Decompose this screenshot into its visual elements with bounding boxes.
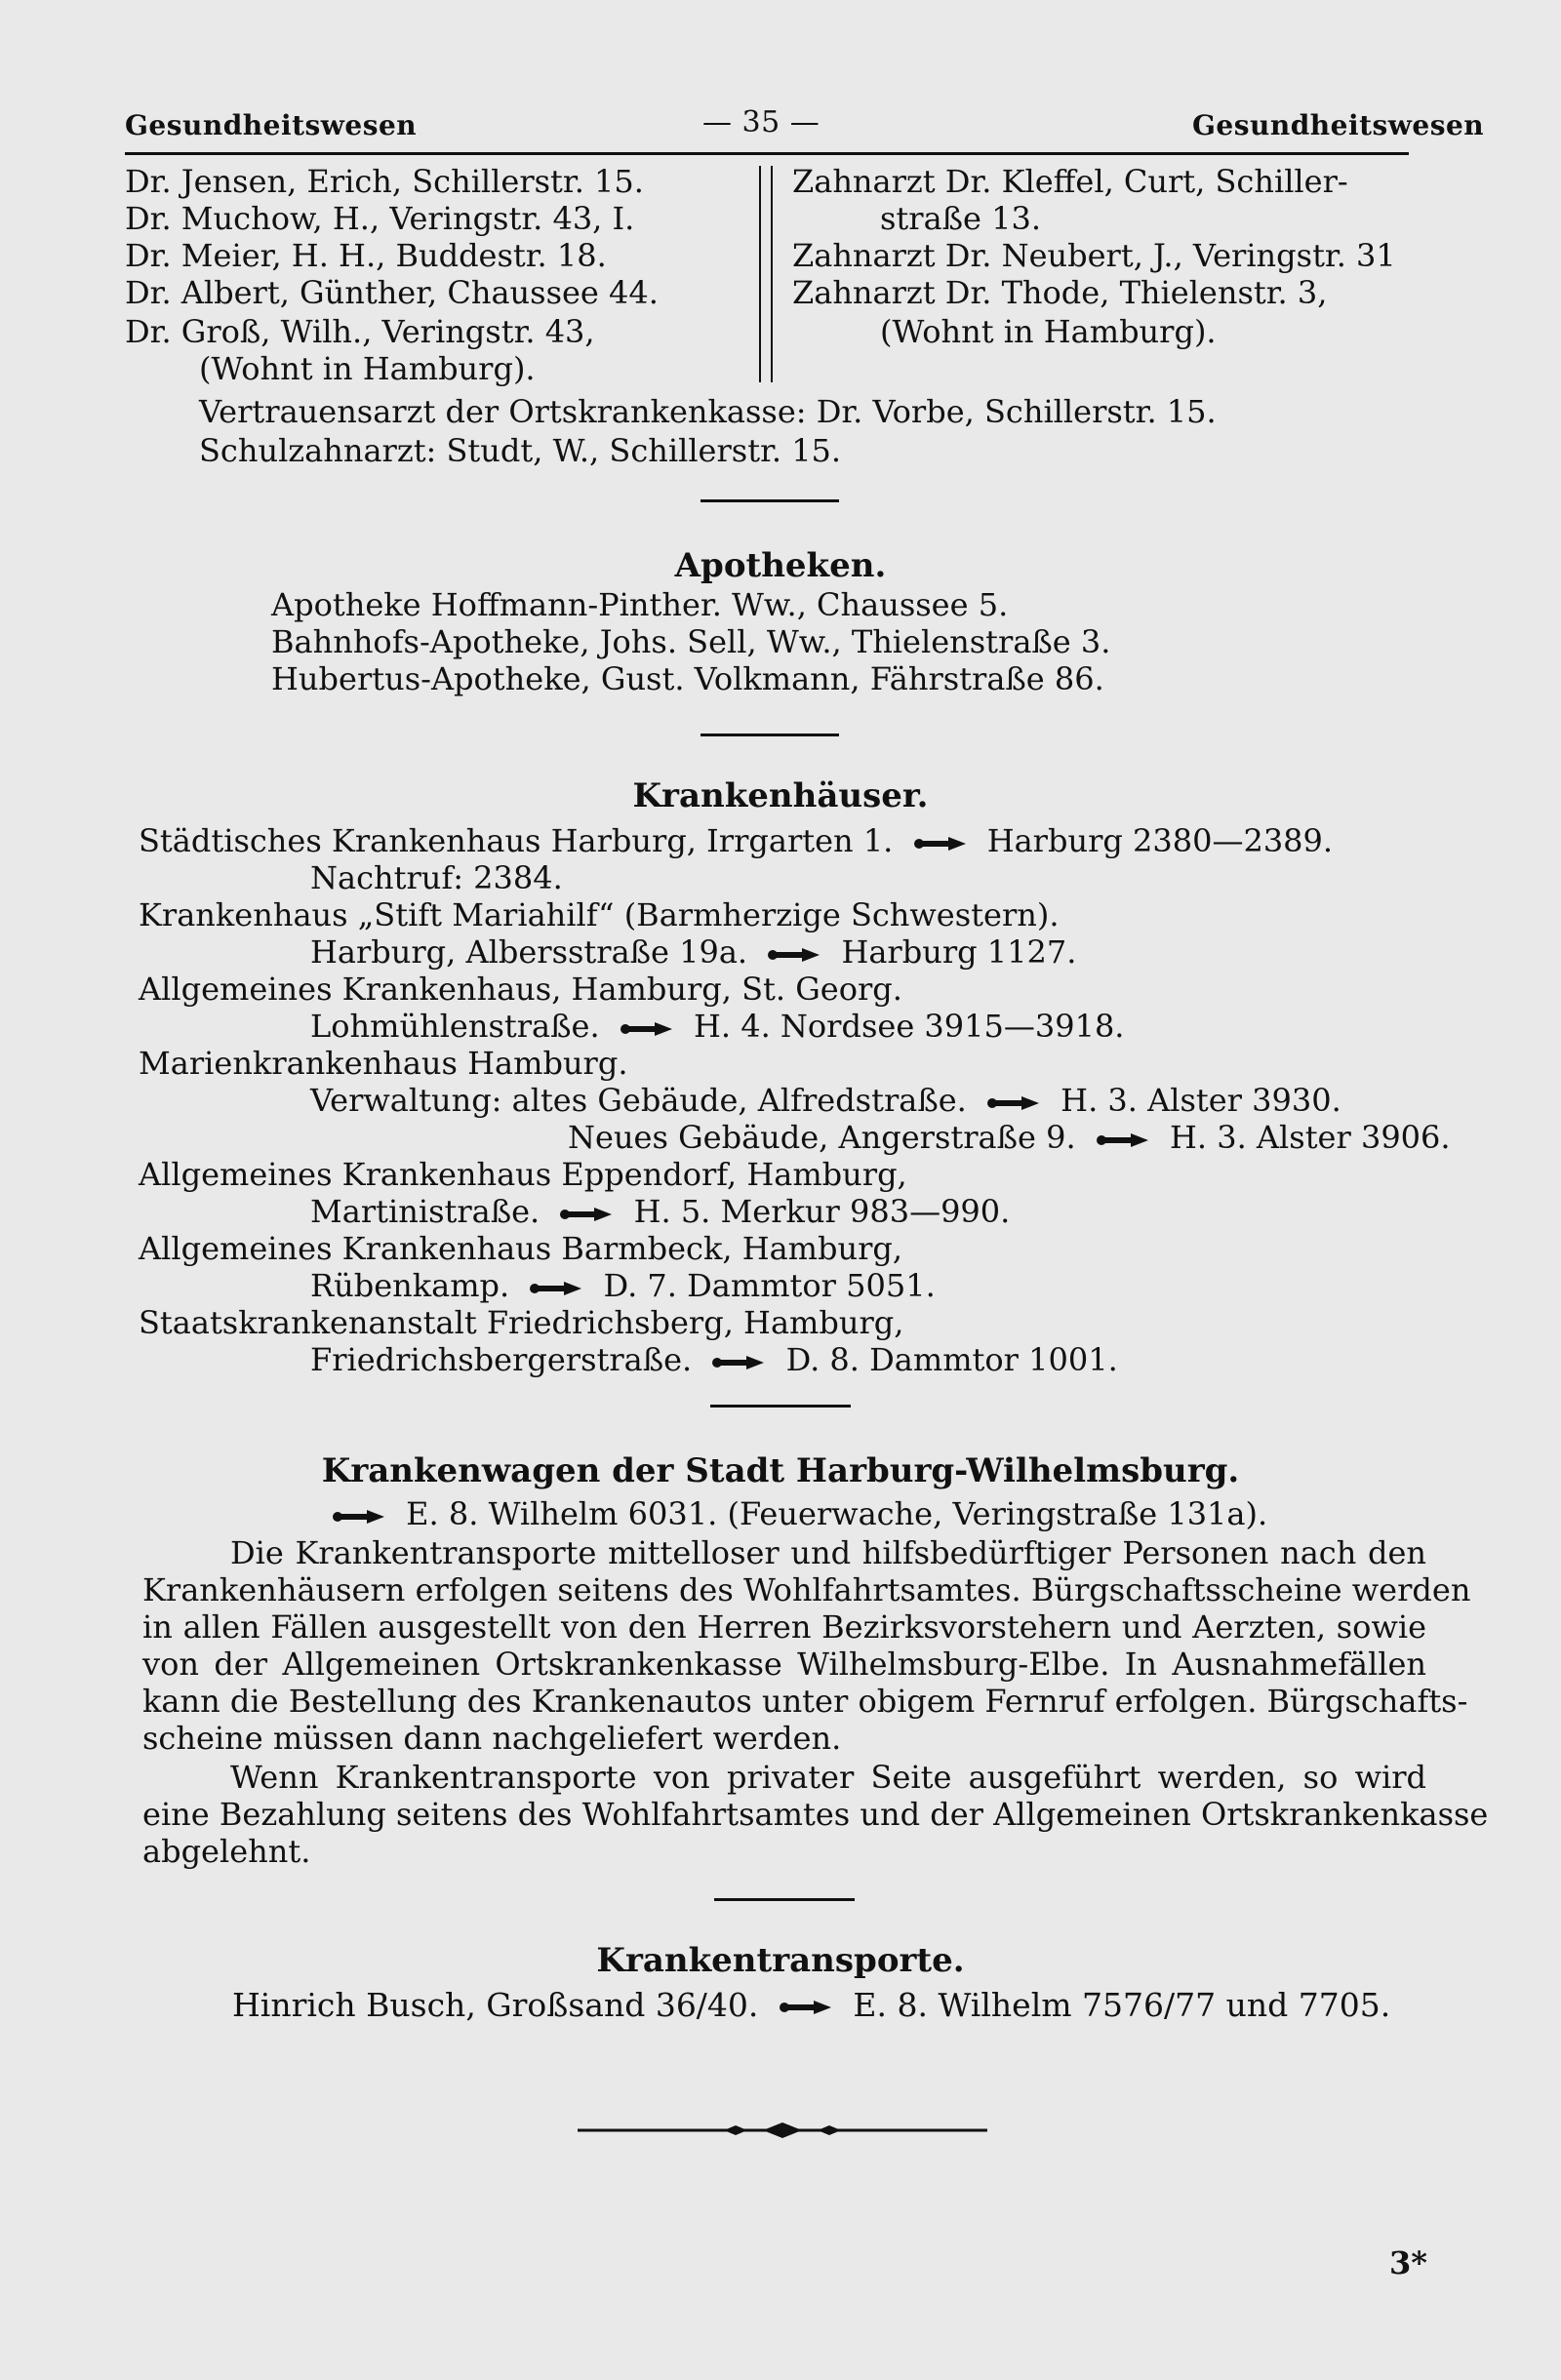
hospital-phone: H. 4. Nordsee 3915—3918. (693, 1008, 1125, 1045)
hospital-address: Harburg, Albersstraße 19a. (310, 933, 748, 971)
signature-mark: 3* (1389, 2244, 1427, 2281)
running-header-right: Gesundheitswesen (1192, 109, 1485, 141)
pharmacy-entry: Apotheke Hoffmann-Pinther. Ww., Chaussee 5. (271, 586, 1009, 623)
dentist-entry-cont: straße 13. (880, 200, 1042, 237)
transport-phone: E. 8. Wilhelm 7576/77 und 7705. (853, 1986, 1391, 2024)
dentist-entry: Dr. Jensen, Erich, Schillerstr. 15. (125, 163, 644, 200)
hospital-line: Allgemeines Krankenhaus Barmbeck, Hamburg, (139, 1230, 903, 1267)
hospital-address: Lohmühlenstraße. (310, 1008, 600, 1045)
dentist-entry: Dr. Meier, H. H., Buddestr. 18. (125, 237, 607, 274)
pharmacy-entry: Bahnhofs-Apotheke, Johs. Sell, Ww., Thielenstraße 3. (271, 623, 1111, 660)
telephone-icon (986, 1094, 1041, 1112)
hospital-line (310, 1007, 1124, 1046)
running-header-left: Gesundheitswesen (125, 109, 418, 141)
hospital-address: Rübenkamp. (310, 1267, 510, 1304)
paragraph-line: kann die Bestellung des Krankenautos unter obigem Fernruf erfolgen. Bürgschafts- (142, 1683, 1468, 1720)
telephone-icon (913, 835, 968, 853)
section-title-apotheken: Apotheken. (674, 546, 887, 585)
section-rule (700, 499, 839, 502)
telephone-icon (529, 1280, 583, 1297)
hospital-phone: Harburg 1127. (841, 933, 1077, 971)
hospital-line (139, 821, 1333, 860)
hospital-address: Friedrichsbergerstraße. (310, 1341, 693, 1378)
paragraph-line: scheine müssen dann nachgeliefert werden. (142, 1720, 842, 1757)
hospital-line: Marienkrankenhaus Hamburg. (139, 1045, 628, 1082)
dentist-entry: Dr. Groß, Wilh., Veringstr. 43, (125, 313, 595, 350)
telephone-icon (559, 1206, 614, 1223)
hospital-line: Krankenhaus „Stift Mariahilf“ (Barmherzige Schwestern). (139, 896, 1060, 933)
hospital-phone: H. 3. Alster 3930. (1061, 1082, 1341, 1119)
pharmacy-entry: Hubertus-Apotheke, Gust. Volkmann, Fährstraße 86. (271, 660, 1104, 697)
dentist-entry: Dr. Muchow, H., Veringstr. 43, I. (125, 200, 635, 237)
hospital-line: Allgemeines Krankenhaus, Hamburg, St. Georg. (139, 971, 902, 1008)
hospital-phone: H. 3. Alster 3906. (1169, 1119, 1451, 1156)
hospital-name: Städtisches Krankenhaus Harburg, Irrgarten 1. (139, 822, 894, 859)
section-rule (700, 734, 839, 736)
dentist-entry: Zahnarzt Dr. Neubert, J., Veringstr. 31 (792, 237, 1396, 274)
column-divider (771, 166, 773, 382)
ornament-divider (578, 2119, 987, 2142)
dentist-entry-note: (Wohnt in Hamburg). (199, 350, 536, 387)
hospital-phone: D. 8. Dammtor 1001. (785, 1341, 1118, 1378)
dentist-entry-note: (Wohnt in Hamburg). (880, 313, 1217, 350)
ambulance-phone-line (332, 1494, 1267, 1533)
trust-doctor-line: Vertrauensarzt der Ortskrankenkasse: Dr. Vorbe, Schillerstr. 15. (199, 393, 1217, 430)
telephone-icon (779, 1999, 833, 2016)
hospital-line: Staatskrankenanstalt Friedrichsberg, Hamburg, (139, 1304, 904, 1341)
column-divider (759, 166, 761, 382)
telephone-icon (711, 1354, 766, 1371)
dentist-entry: Zahnarzt Dr. Kleffel, Curt, Schiller- (792, 163, 1348, 200)
dentist-entry: Zahnarzt Dr. Thode, Thielenstr. 3, (792, 274, 1328, 311)
hospital-line (310, 1266, 936, 1305)
telephone-icon (1096, 1131, 1150, 1149)
paragraph-line: von der Allgemeinen Ortskrankenkasse Wilhelmsburg-Elbe. In Ausnahmefällen (142, 1646, 1426, 1683)
transport-line (232, 1986, 1390, 2025)
school-dentist-line: Schulzahnarzt: Studt, W., Schillerstr. 15. (199, 432, 842, 469)
hospital-phone: D. 7. Dammtor 5051. (603, 1267, 936, 1304)
paragraph-line: abgelehnt. (142, 1833, 311, 1870)
telephone-icon (332, 1508, 386, 1526)
hospital-address: Neues Gebäude, Angerstraße 9. (568, 1119, 1076, 1156)
hospital-address: Martinistraße. (310, 1193, 540, 1230)
section-title-krankenwagen: Krankenwagen der Stadt Harburg-Wilhelmsburg. (321, 1451, 1240, 1490)
section-title-krankenhaeuser: Krankenhäuser. (632, 776, 929, 815)
paragraph-line: Wenn Krankentransporte von privater Seite ausgeführt werden, so wird (230, 1759, 1426, 1796)
hospital-line: Allgemeines Krankenhaus Eppendorf, Hamburg, (139, 1156, 907, 1193)
header-rule (125, 152, 1409, 155)
paragraph-line: Die Krankentransporte mittelloser und hilfsbedürftiger Personen nach den (230, 1534, 1426, 1571)
section-rule (710, 1405, 851, 1408)
section-rule (714, 1898, 855, 1901)
paragraph-line: Krankenhäusern erfolgen seitens des Wohlfahrtsamtes. Bürgschaftsscheine werden (142, 1571, 1471, 1608)
hospital-line (568, 1118, 1451, 1157)
dentist-entry: Dr. Albert, Günther, Chaussee 44. (125, 274, 659, 311)
page-number: — 35 — (702, 105, 821, 139)
hospital-line (310, 1340, 1118, 1379)
paragraph-line: in allen Fällen ausgestellt von den Herren Bezirksvorstehern und Aerzten, sowie (142, 1608, 1426, 1646)
hospital-phone: H. 5. Merkur 983—990. (633, 1193, 1011, 1230)
telephone-icon (620, 1020, 674, 1038)
section-title-krankentransporte: Krankentransporte. (596, 1941, 965, 1980)
hospital-line (310, 1192, 1010, 1231)
telephone-icon (767, 946, 821, 964)
ambulance-phone: E. 8. Wilhelm 6031. (Feuerwache, Veringstraße 131a). (406, 1495, 1268, 1532)
transport-address: Hinrich Busch, Großsand 36/40. (232, 1986, 759, 2024)
hospital-phone: Harburg 2380—2389. (986, 822, 1334, 859)
hospital-line: Nachtruf: 2384. (310, 859, 563, 896)
hospital-address: Verwaltung: altes Gebäude, Alfredstraße. (310, 1082, 967, 1119)
paragraph-line: eine Bezahlung seitens des Wohlfahrtsamtes und der Allgemeinen Ortskrankenkasse (142, 1796, 1489, 1833)
hospital-line (310, 932, 1076, 972)
hospital-line (310, 1081, 1341, 1120)
